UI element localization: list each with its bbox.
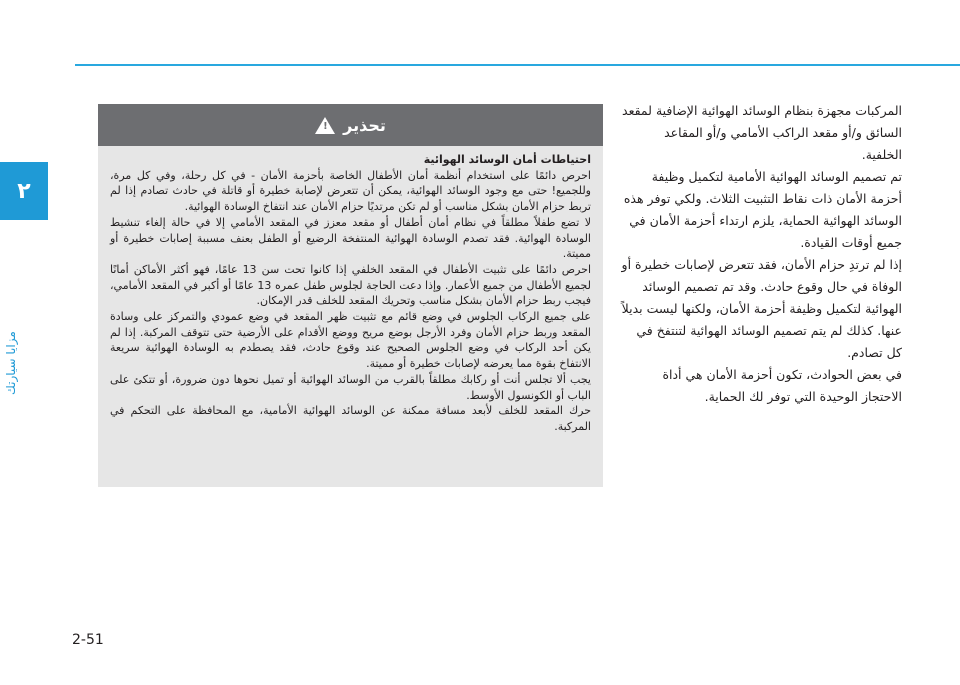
warning-body [98,146,603,435]
warning-paragraph: احرص دائمًا على استخدام أنظمة أمان الأطفال الخاصة بأحزمة الأمان - في كل رحلة، وفي كل مرة، وللجميع! حتى مع وجود الوسائد الهوائية، يمكن أن تتعرض لإصابة خطيرة أو قاتلة في حادث تصادم إذا لم تربط حزام الأمان بشكل مناسب أو لم تكن مرتديًا حزام الأمان عند انتفاخ الوسادة الهوائية. [110,168,591,214]
page-number: 2-51 [72,632,104,648]
intro-paragraph: في بعض الحوادث، تكون أحزمة الأمان هي أداة الاحتجاز الوحيدة التي توفر لك الحماية. [662,367,902,404]
warning-paragraph: احتياطات أمان الوسائد الهوائية [423,153,591,166]
warning-paragraph: احرص دائمًا على تثبيت الأطفال في المقعد الخلفي إذا كانوا تحت سن 13 عامًا، فهو أكثر الأماكن أمانًا لجميع الأطفال من جميع الأعمار. وإذا دعت الحاجة لجلوس طفل عمره 13 عامًا أو أكبر في المقعد الأمامي، فيجب ربط حزام الأمان بشكل مناسب وتحريك المقعد للخلف قدر الإمكان. [110,262,591,308]
intro-paragraph: المركبات مجهزة بنظام الوسائد الهوائية الإضافية لمقعد السائق و/أو مقعد الراكب الأمامي و/أو المقاعد الخلفية. [622,103,902,162]
warning-box [98,104,603,487]
warning-title: تحذير [343,115,386,135]
warning-paragraph: يجب ألا تجلس أنت أو ركابك مطلقاً بالقرب من الوسائد الهوائية أو تميل نحوها دون ضرورة، أو تتكئ على الباب أو الكونسول الأوسط. [110,372,591,402]
intro-paragraph: إذا لم ترتدِ حزام الأمان، فقد تتعرض لإصابات خطيرة أو الوفاة في حال وقوع حادث. وقد تم تصميم الوسائد الهوائية لتكميل وظيفة أحزمة الأمان، ولكنها ليست بديلاً عنها. كذلك لم يتم تصميم الوسائد الهوائية لتنتفخ في كل تصادم. [621,257,902,360]
warning-paragraph: لا تضع طفلاً مطلقاً في نظام أمان أطفال أو مقعد معزز في المقعد الأمامي إلا في حالة إلغاء تنشيط الوسادة الهوائية. فقد تصدم الوسادة الهوائية المنتفخة الرضيع أو الطفل بعنف مسببة إصابات خطيرة أو مميتة. [110,215,591,261]
warning-paragraph: على جميع الركاب الجلوس في وضع قائم مع تثبيت ظهر المقعد في وضع عمودي والتمركز على وسادة المقعد وربط حزام الأمان وفرد الأرجل بوضع مريح ووضع الأقدام على الأرضية حتى تتوقف المركبة. إذا لم يكن أحد الركاب في وضع الجلوس الصحيح عند وقوع حادث، فقد يصطدم به الوسادة الهوائية سريعة الانتفاخ بقوة مما يعرضه لإصابات خطيرة أو مميتة. [110,310,591,371]
warning-paragraph: حرك المقعد للخلف لأبعد مسافة ممكنة عن الوسائد الهوائية الأمامية، مع المحافظة على التحكم في المركبة. [110,404,591,433]
warning-header [98,104,603,146]
intro-text [620,100,902,408]
warning-triangle-icon: ! [315,117,335,134]
top-rule [75,64,960,66]
chapter-title: مزايا سيارتك [4,331,18,395]
chapter-number-tab: ٢ [0,162,48,220]
intro-paragraph: تم تصميم الوسائد الهوائية الأمامية لتكميل وظيفة أحزمة الأمان ذات نقاط التثبيت الثلاث. ولكي توفر هذه الوسائد الهوائية الحماية، يلزم ارتداء أحزمة الأمان في جميع أوقات القيادة. [623,169,902,250]
